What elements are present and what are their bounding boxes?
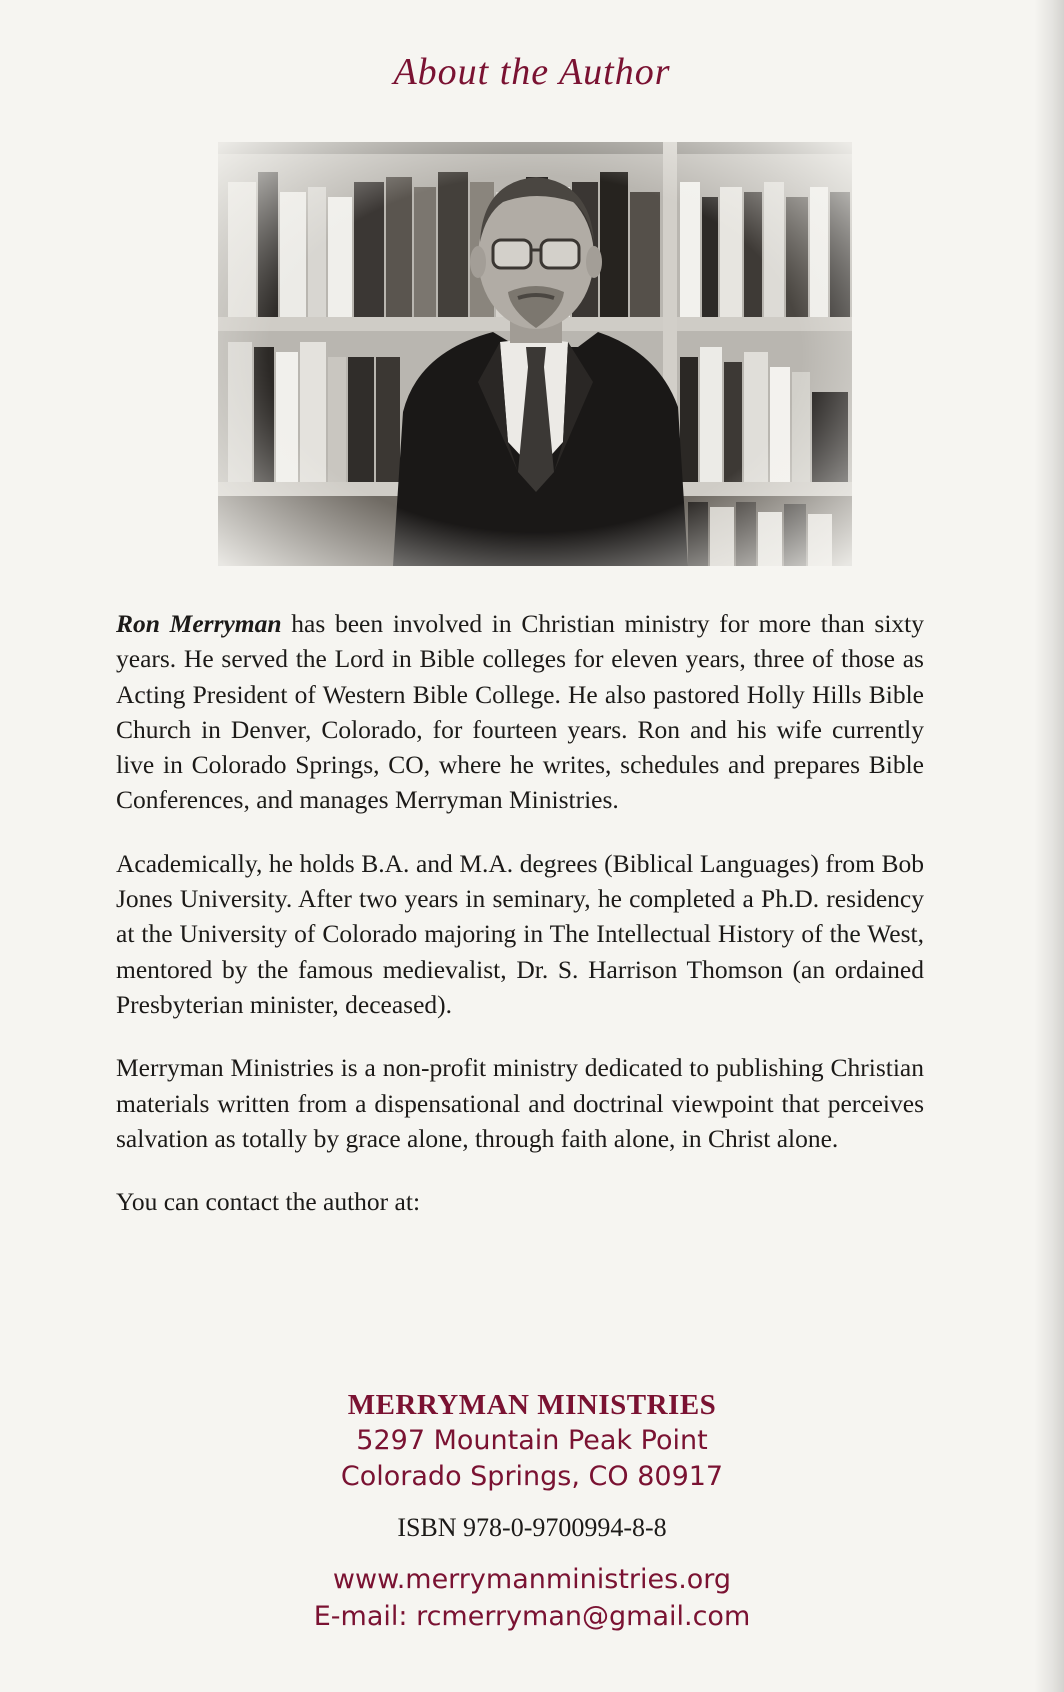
email-link[interactable]: E-mail: rcmerryman@gmail.com bbox=[313, 1601, 751, 1632]
organization-name: MERRYMAN MINISTRIES bbox=[347, 1389, 717, 1421]
page-heading: About the Author bbox=[393, 51, 671, 93]
author-bio bbox=[116, 606, 924, 1247]
address-line-2: Colorado Springs, CO 80917 bbox=[340, 1461, 724, 1492]
bio-paragraph-2: Academically, he holds B.A. and M.A. degrees (Biblical Languages) from Bob Jones University. After two years in seminary, he completed a Ph.D. residency at the University of Colorado majoring in The Intellectual History of the West, mentored by the famous medievalist, Dr. S. Harrison Thomson (an ordained Presbyterian minister, deceased). bbox=[116, 848, 924, 1019]
bio-paragraph-1-text: has been involved in Christian ministry for more than sixty years. He served the Lord in Bible colleges for eleven years, three of those as Acting President of Western Bible College. He also pastored Holly Hills Bible Church in Denver, Colorado, for fourteen years. Ron and his wife currently live in Colorado Springs, CO, where he writes, schedules and prepares Bible Conferences, and manages Merryman Ministries. bbox=[116, 609, 924, 815]
contact-block bbox=[0, 1387, 1064, 1635]
bio-paragraph-1 bbox=[116, 606, 924, 818]
author-name: Ron Merryman bbox=[116, 609, 282, 638]
author-portrait-photo bbox=[218, 142, 852, 566]
address-line-1: 5297 Mountain Peak Point bbox=[356, 1425, 708, 1456]
isbn: ISBN 978-0-9700994-8-8 bbox=[397, 1513, 667, 1542]
bio-paragraph-3: Merryman Ministries is a non-profit ministry dedicated to publishing Christian materials written from a dispensational and doctrinal viewpoint that perceives salvation as totally by grace alone, through faith alone, in Christ alone. bbox=[116, 1053, 924, 1153]
website-link[interactable]: www.merrymanministries.org bbox=[332, 1564, 732, 1595]
contact-intro: You can contact the author at: bbox=[116, 1187, 421, 1217]
